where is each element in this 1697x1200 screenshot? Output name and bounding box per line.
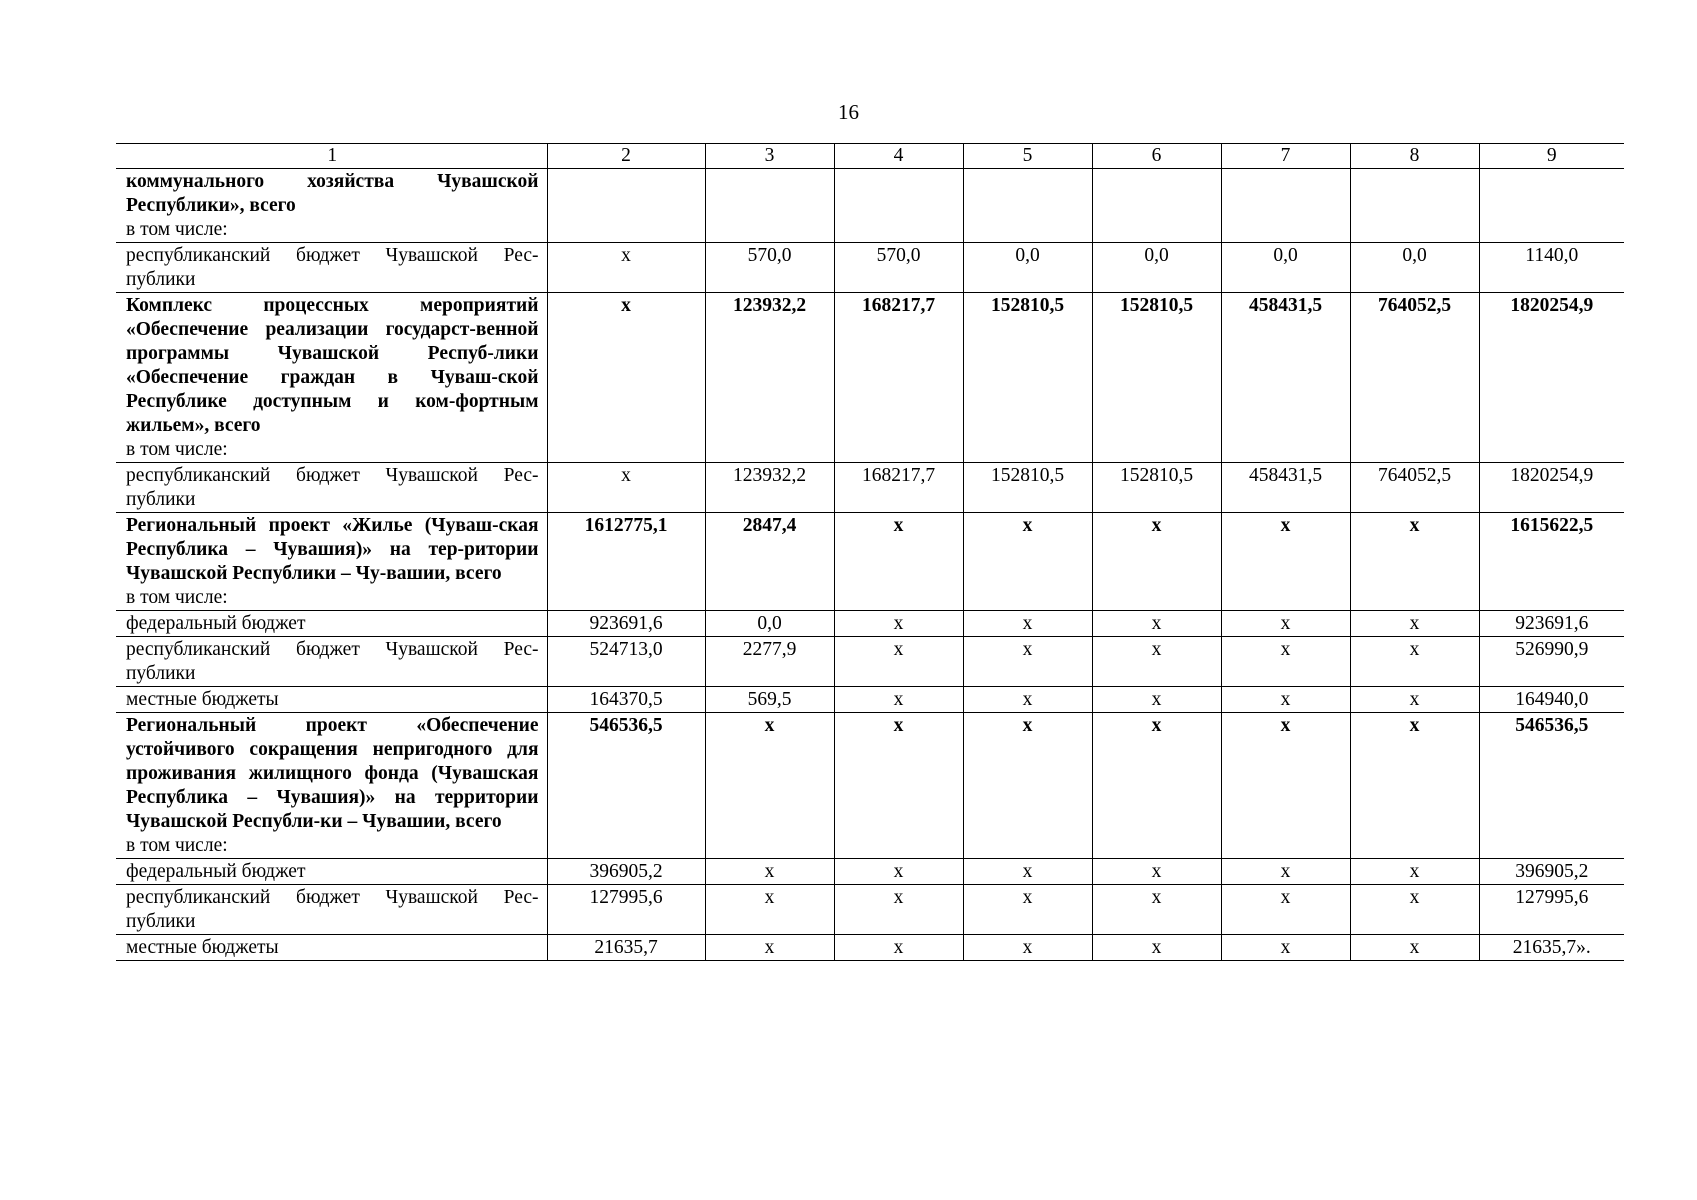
column-header: 6 bbox=[1092, 144, 1221, 169]
value-cell: x bbox=[834, 637, 963, 687]
value-cell: x bbox=[963, 611, 1092, 637]
value-cell: x bbox=[963, 637, 1092, 687]
value-cell: 570,0 bbox=[834, 243, 963, 293]
row-label: республиканский бюджет Чувашской Рес-публики bbox=[126, 245, 539, 290]
value-cell: 396905,2 bbox=[547, 859, 705, 885]
value-cell: x bbox=[1350, 713, 1479, 859]
value-cell: 0,0 bbox=[1221, 243, 1350, 293]
value-cell: 1140,0 bbox=[1479, 243, 1624, 293]
value-cell: x bbox=[834, 885, 963, 935]
table-row bbox=[116, 513, 1624, 611]
table-row bbox=[116, 859, 1624, 885]
value-cell: x bbox=[963, 513, 1092, 611]
value-cell bbox=[834, 169, 963, 243]
value-cell: 152810,5 bbox=[963, 463, 1092, 513]
value-cell: 0,0 bbox=[705, 611, 834, 637]
value-cell: x bbox=[705, 935, 834, 961]
value-cell: 923691,6 bbox=[547, 611, 705, 637]
row-sublabel: в том числе: bbox=[126, 219, 228, 240]
value-cell bbox=[1350, 169, 1479, 243]
row-label-cell bbox=[116, 637, 547, 687]
value-cell: x bbox=[1221, 935, 1350, 961]
row-label: республиканский бюджет Чувашской Рес-публики bbox=[126, 465, 539, 510]
value-cell: 127995,6 bbox=[1479, 885, 1624, 935]
row-label: республиканский бюджет Чувашской Рес-публики bbox=[126, 887, 539, 932]
row-label-cell bbox=[116, 513, 547, 611]
value-cell: x bbox=[1350, 687, 1479, 713]
value-cell bbox=[963, 169, 1092, 243]
row-sublabel: в том числе: bbox=[126, 835, 228, 856]
value-cell: x bbox=[1221, 611, 1350, 637]
column-header: 4 bbox=[834, 144, 963, 169]
value-cell: x bbox=[834, 859, 963, 885]
value-cell: x bbox=[705, 713, 834, 859]
value-cell: x bbox=[1092, 611, 1221, 637]
row-label-cell bbox=[116, 169, 547, 243]
row-label-cell bbox=[116, 293, 547, 463]
value-cell bbox=[1092, 169, 1221, 243]
value-cell: 546536,5 bbox=[1479, 713, 1624, 859]
value-cell: 164940,0 bbox=[1479, 687, 1624, 713]
value-cell: 152810,5 bbox=[963, 293, 1092, 463]
value-cell: x bbox=[1092, 935, 1221, 961]
row-label-cell bbox=[116, 935, 547, 961]
table-row bbox=[116, 293, 1624, 463]
value-cell: x bbox=[705, 859, 834, 885]
value-cell: 569,5 bbox=[705, 687, 834, 713]
value-cell: 1820254,9 bbox=[1479, 293, 1624, 463]
table-row bbox=[116, 637, 1624, 687]
column-header: 1 bbox=[116, 144, 547, 169]
value-cell: 570,0 bbox=[705, 243, 834, 293]
value-cell: x bbox=[1221, 859, 1350, 885]
value-cell: x bbox=[834, 513, 963, 611]
header-row bbox=[116, 144, 1624, 169]
value-cell: 1615622,5 bbox=[1479, 513, 1624, 611]
row-label: Региональный проект «Жилье (Чуваш-ская Республика – Чувашия)» на тер-ритории Чувашской Республики – Чу-вашии, всего bbox=[126, 515, 539, 584]
value-cell: 164370,5 bbox=[547, 687, 705, 713]
value-cell: 2847,4 bbox=[705, 513, 834, 611]
value-cell bbox=[705, 169, 834, 243]
value-cell: x bbox=[1221, 687, 1350, 713]
row-label: федеральный бюджет bbox=[126, 861, 306, 882]
value-cell: 168217,7 bbox=[834, 463, 963, 513]
row-label-cell bbox=[116, 243, 547, 293]
value-cell: 21635,7 bbox=[547, 935, 705, 961]
column-header: 3 bbox=[705, 144, 834, 169]
table-row bbox=[116, 243, 1624, 293]
value-cell: x bbox=[1350, 859, 1479, 885]
row-label: Региональный проект «Обеспечение устойчивого сокращения непригодного для проживания жилищного фонда (Чувашская Республика – Чувашия)» на территории Чувашской Республи-ки – Чувашии, всего bbox=[126, 715, 539, 832]
row-label: федеральный бюджет bbox=[126, 613, 306, 634]
column-header: 9 bbox=[1479, 144, 1624, 169]
value-cell: x bbox=[1350, 637, 1479, 687]
value-cell: x bbox=[834, 687, 963, 713]
value-cell: 168217,7 bbox=[834, 293, 963, 463]
row-label: местные бюджеты bbox=[126, 689, 279, 710]
row-label: местные бюджеты bbox=[126, 937, 279, 958]
value-cell: 526990,9 bbox=[1479, 637, 1624, 687]
row-sublabel: в том числе: bbox=[126, 439, 228, 460]
table-body bbox=[116, 144, 1624, 961]
value-cell: 524713,0 bbox=[547, 637, 705, 687]
value-cell: x bbox=[1221, 513, 1350, 611]
value-cell: 923691,6 bbox=[1479, 611, 1624, 637]
value-cell: 21635,7». bbox=[1479, 935, 1624, 961]
value-cell: 0,0 bbox=[1350, 243, 1479, 293]
value-cell: 1612775,1 bbox=[547, 513, 705, 611]
value-cell: 764052,5 bbox=[1350, 463, 1479, 513]
value-cell: 152810,5 bbox=[1092, 463, 1221, 513]
value-cell bbox=[547, 169, 705, 243]
value-cell: x bbox=[1092, 885, 1221, 935]
column-header: 2 bbox=[547, 144, 705, 169]
value-cell: x bbox=[834, 713, 963, 859]
value-cell: 2277,9 bbox=[705, 637, 834, 687]
value-cell: x bbox=[1221, 713, 1350, 859]
budget-table bbox=[116, 143, 1624, 961]
value-cell bbox=[1479, 169, 1624, 243]
row-label: Комплекс процессных мероприятий «Обеспечение реализации государст-венной программы Чувашской Респуб-лики «Обеспечение граждан в Чуваш-ской Республике доступным и ком-фортным жильем», всего bbox=[126, 295, 539, 436]
value-cell: 127995,6 bbox=[547, 885, 705, 935]
value-cell: 0,0 bbox=[1092, 243, 1221, 293]
value-cell: 764052,5 bbox=[1350, 293, 1479, 463]
column-header: 5 bbox=[963, 144, 1092, 169]
value-cell: 458431,5 bbox=[1221, 293, 1350, 463]
value-cell: x bbox=[1350, 935, 1479, 961]
value-cell: x bbox=[705, 885, 834, 935]
value-cell: x bbox=[1221, 885, 1350, 935]
value-cell: x bbox=[547, 463, 705, 513]
row-label-cell bbox=[116, 611, 547, 637]
row-sublabel: в том числе: bbox=[126, 587, 228, 608]
table-row bbox=[116, 885, 1624, 935]
value-cell: 396905,2 bbox=[1479, 859, 1624, 885]
table-row bbox=[116, 935, 1624, 961]
value-cell: x bbox=[547, 293, 705, 463]
table-row bbox=[116, 713, 1624, 859]
value-cell: x bbox=[1092, 687, 1221, 713]
value-cell: x bbox=[1092, 713, 1221, 859]
table-row bbox=[116, 611, 1624, 637]
table-row bbox=[116, 463, 1624, 513]
row-label: коммунального хозяйства Чувашской Республики», всего bbox=[126, 171, 539, 216]
value-cell: x bbox=[963, 885, 1092, 935]
row-label: республиканский бюджет Чувашской Рес-публики bbox=[126, 639, 539, 684]
value-cell: 458431,5 bbox=[1221, 463, 1350, 513]
value-cell bbox=[1221, 169, 1350, 243]
table-row bbox=[116, 169, 1624, 243]
row-label-cell bbox=[116, 885, 547, 935]
value-cell: x bbox=[963, 859, 1092, 885]
value-cell: 546536,5 bbox=[547, 713, 705, 859]
value-cell: x bbox=[963, 935, 1092, 961]
column-header: 7 bbox=[1221, 144, 1350, 169]
value-cell: 1820254,9 bbox=[1479, 463, 1624, 513]
value-cell: x bbox=[1350, 611, 1479, 637]
value-cell: x bbox=[1092, 637, 1221, 687]
value-cell: 152810,5 bbox=[1092, 293, 1221, 463]
value-cell: x bbox=[834, 611, 963, 637]
value-cell: x bbox=[963, 713, 1092, 859]
row-label-cell bbox=[116, 859, 547, 885]
value-cell: x bbox=[1350, 885, 1479, 935]
row-label-cell bbox=[116, 463, 547, 513]
value-cell: 123932,2 bbox=[705, 463, 834, 513]
value-cell: x bbox=[1092, 859, 1221, 885]
row-label-cell bbox=[116, 687, 547, 713]
value-cell: x bbox=[1221, 637, 1350, 687]
column-header: 8 bbox=[1350, 144, 1479, 169]
page-number: 16 bbox=[838, 100, 859, 124]
value-cell: x bbox=[1092, 513, 1221, 611]
value-cell: x bbox=[963, 687, 1092, 713]
value-cell: x bbox=[834, 935, 963, 961]
table-row bbox=[116, 687, 1624, 713]
value-cell: x bbox=[1350, 513, 1479, 611]
value-cell: 123932,2 bbox=[705, 293, 834, 463]
value-cell: x bbox=[547, 243, 705, 293]
value-cell: 0,0 bbox=[963, 243, 1092, 293]
row-label-cell bbox=[116, 713, 547, 859]
